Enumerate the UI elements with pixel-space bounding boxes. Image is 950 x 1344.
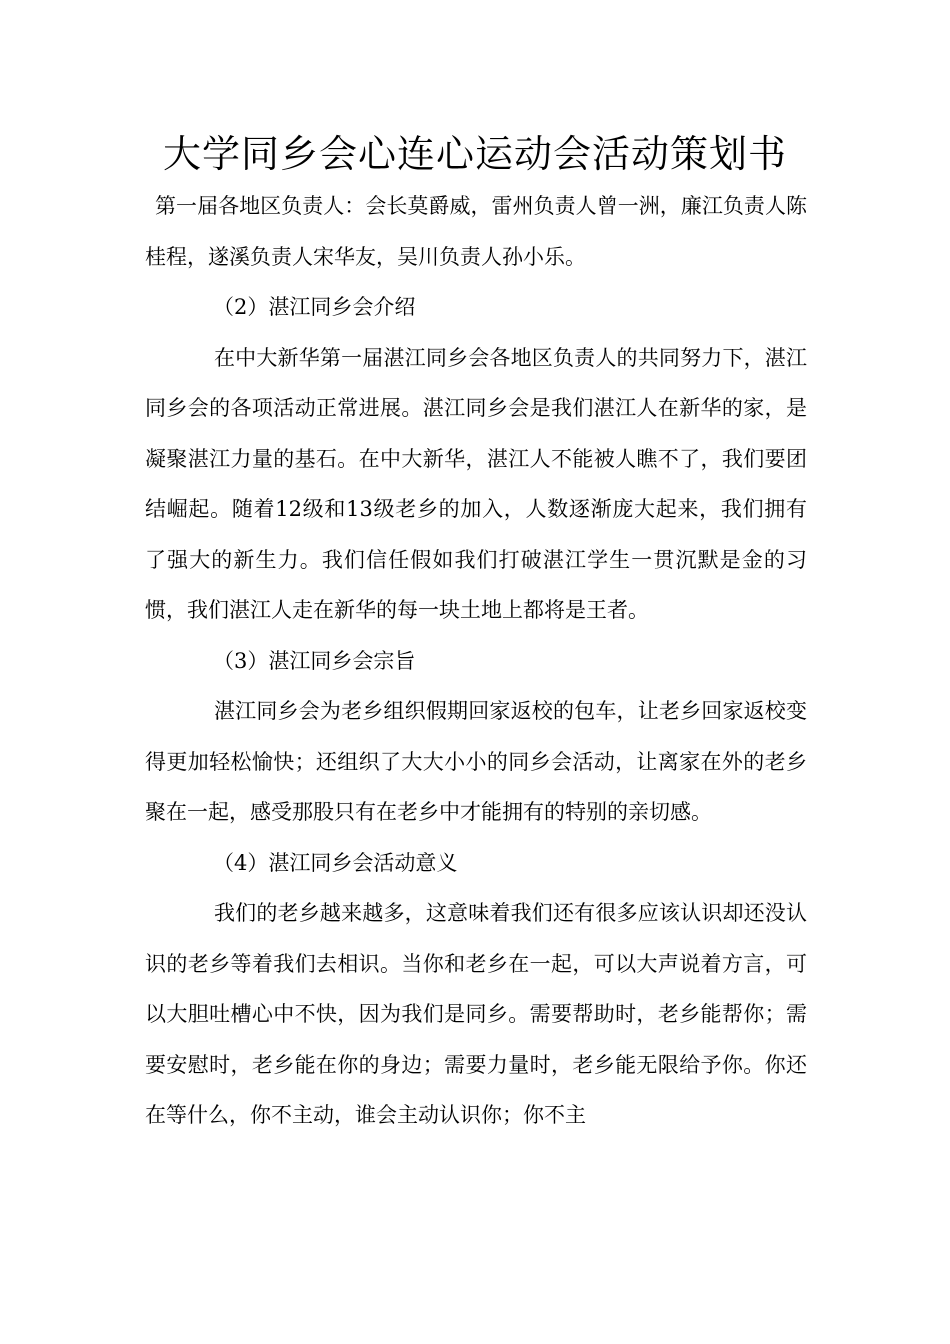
paragraph-introduction: 在中大新华第一届湛江同乡会各地区负责人的共同努力下，湛江同乡会的各项活动正常进展。湛江同乡会是我们湛江人在新华的家，是凝聚湛江力量的基石。在中大新华，湛江人不能被人瞧不了，我们要团结崛起。随着12级和13级老乡的加入，人数逐渐庞大起来，我们拥有了强大的新生力。我们信任假如我们打破湛江学生一贯沉默是金的习惯，我们湛江人走在新华的每一块土地上都将是王者。 [145,345,807,622]
document-body [145,181,807,1141]
document-title: 大学同乡会心连心运动会活动策划书 [162,132,787,176]
section-heading-introduction: （2）湛江同乡会介绍 [213,295,416,319]
paragraph-significance: 我们的老乡越来越多，这意味着我们还有很多应该认识却还没认识的老乡等着我们去相识。当你和老乡在一起，可以大声说着方言，可以大胆吐槽心中不快，因为我们是同乡。需要帮助时，老乡能帮你；需要安慰时，老乡能在你的身边；需要力量时，老乡能无限给予你。你还在等什么，你不主动，谁会主动认识你；你不主 [145,901,807,1127]
paragraph-purpose: 湛江同乡会为老乡组织假期回家返校的包车，让老乡回家返校变得更加轻松愉快；还组织了大大小小的同乡会活动，让离家在外的老乡聚在一起，感受那股只有在老乡中才能拥有的特别的亲切感。 [145,699,807,824]
paragraph-regional-leaders: 第一届各地区负责人：会长莫爵威，雷州负责人曾一洲，廉江负责人陈桂程，遂溪负责人宋华友，吴川负责人孙小乐。 [145,194,807,269]
section-heading-significance: （4）湛江同乡会活动意义 [213,850,458,875]
section-heading-purpose: （3）湛江同乡会宗旨 [213,648,416,673]
